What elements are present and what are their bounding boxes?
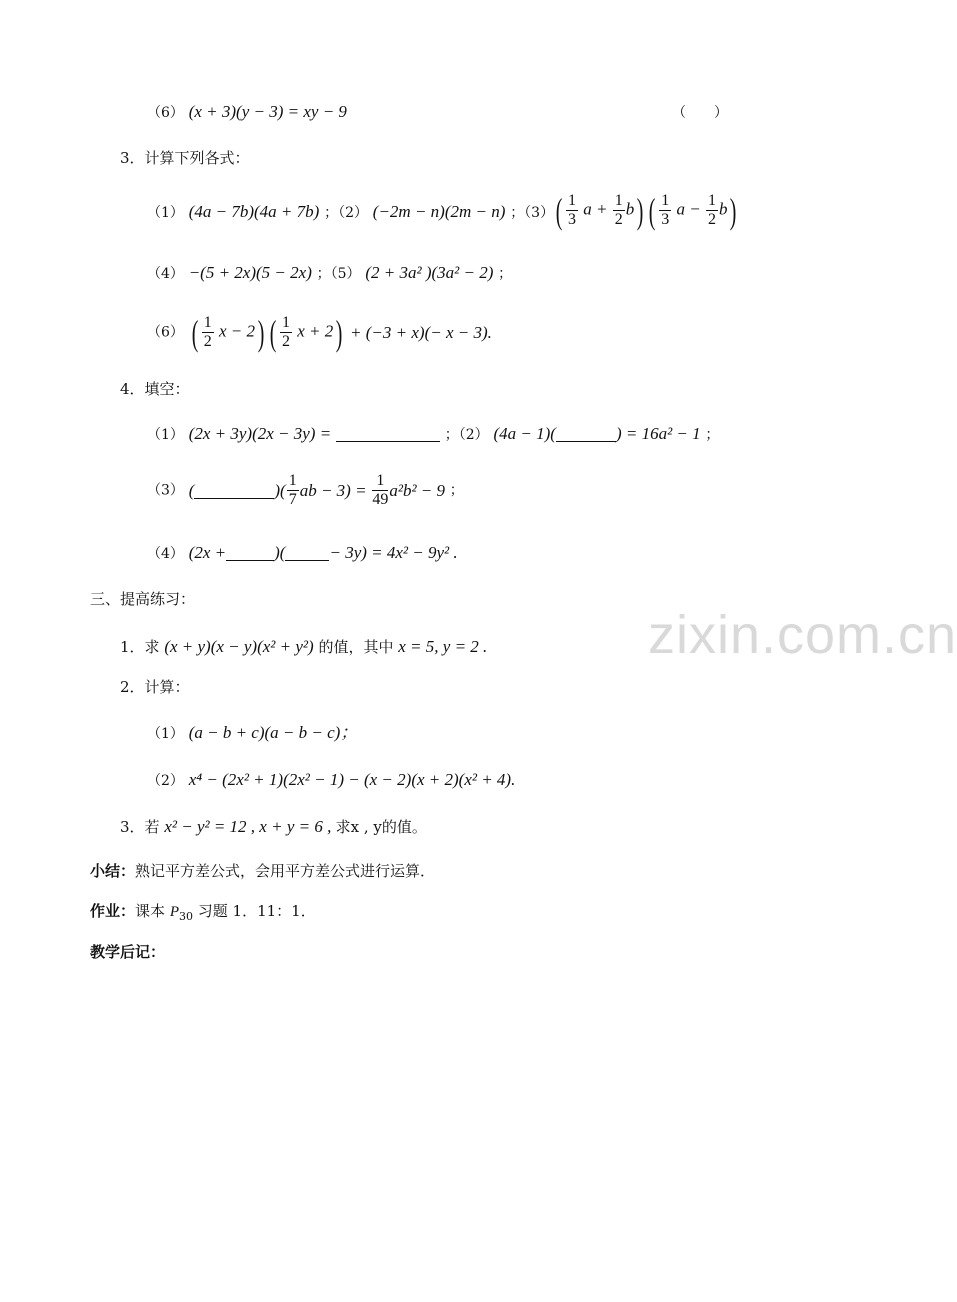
math-expression: (2x + 3y)(2x − 3y) = — [188, 424, 332, 443]
fraction: $\frac{1}{3}$ — [568, 192, 576, 228]
fraction: $\frac{1}{2}$ — [614, 192, 623, 228]
fraction: $\frac{1}{2}$ — [281, 314, 290, 350]
separator: ； — [449, 482, 464, 499]
math-expression: ) = 16a² − 1 — [615, 424, 701, 443]
math-expression: x² − y² = 12 , x + y = 6 , — [164, 817, 336, 836]
separator: ；（2） — [444, 427, 489, 443]
math-expression: (x + 3)(y − 3) = xy − 9 — [188, 102, 347, 121]
item-6-line — [147, 103, 347, 120]
q3-row-3: （6） ( $\frac{1}{2}$ x − 2) ( $\frac{1}{2}$ x + 2) + (−3 + x)(− x − 3). — [147, 312, 492, 353]
separator: ；（5） — [316, 266, 361, 282]
item-label: （4） — [147, 266, 184, 282]
q3-expression-3: ( $\frac{1}{3}$ a + $\frac{1}{2}$ b) ( $\frac{1}{3}$ a − $\frac{1}{2}$ b) — [555, 190, 737, 231]
fraction: $\frac{1}{2}$ — [203, 314, 212, 350]
question-3-title: 3．计算下列各式： — [120, 149, 250, 167]
math-expression: x = 5, y = 2 . — [398, 637, 488, 656]
item-label: （4） — [147, 546, 184, 562]
fill-blank[interactable] — [226, 544, 274, 561]
fraction: $\frac{1}{7}$ — [288, 472, 297, 508]
q3-row-2 — [147, 264, 512, 281]
fraction: $\frac{1}{49}$ — [372, 472, 389, 508]
item-label: （6） — [147, 105, 184, 121]
math-expression: + (−3 + x)(− x − 3). — [350, 323, 492, 342]
math-expression: (a − b + c)(a − b − c)； — [188, 723, 358, 742]
fraction: $\frac{1}{2}$ — [707, 192, 716, 228]
question-4-title: 4．填空： — [120, 380, 190, 398]
summary-label: 小结： — [90, 862, 136, 880]
math-expression: x⁴ − (2x² + 1)(2x² − 1) − (x − 2)(x + 2)(x² + 4). — [188, 770, 516, 789]
s3-question-2: 2．计算： — [120, 678, 190, 696]
separator: ； — [498, 266, 513, 282]
q4-row-1 — [147, 425, 719, 442]
fill-blank[interactable] — [556, 425, 616, 442]
watermark: zixin.com.cn — [648, 605, 957, 665]
separator: ；（2） — [324, 205, 368, 221]
math-expression: (2 + 3a² )(3a² − 2) — [365, 263, 494, 282]
s3-question-3: 3．若 x² − y² = 12 , x + y = 6 , 求x , y的值。 — [120, 817, 427, 836]
section-3-title: 三、提高练习： — [90, 590, 196, 608]
separator: ；（3） — [510, 205, 555, 221]
separator: ； — [705, 427, 720, 443]
homework: 作业：课本 $P_{30}$ 习题 1．11：1． — [90, 902, 316, 923]
q4-row-4: （4） (2x + )( − 3y) = 4x² − 9y² . — [147, 543, 458, 562]
s3-question-1: 1．求 (x + y)(x − y)(x² + y²) 的值，其中 x = 5, y = 2 . — [120, 637, 488, 656]
item-label: （3） — [147, 482, 184, 499]
q3-row-1 — [147, 203, 554, 220]
fill-blank[interactable] — [194, 482, 274, 499]
item-label: （1） — [147, 427, 184, 443]
fill-blank[interactable] — [285, 544, 329, 561]
math-expression: (4a − 1)( — [493, 424, 556, 443]
summary: 小结：熟记平方差公式，会用平方差公式进行运算． — [90, 862, 436, 880]
teaching-notes-label: 教学后记： — [90, 943, 166, 961]
q4-row-3: （3） ( )( $\frac{1}{7}$ ab − 3) = $\frac{1}{49}$ a²b² − 9 ； — [147, 472, 464, 508]
homework-label: 作业： — [90, 902, 136, 920]
math-expression: (4a − 7b)(4a + 7b) — [188, 202, 320, 221]
item-label: （1） — [147, 205, 184, 221]
item-label: （6） — [147, 324, 184, 341]
s3-q2-item-2: （2） x⁴ − (2x² + 1)(2x² − 1) − (x − 2)(x + 2)(x² + 4). — [147, 770, 516, 789]
fraction: $\frac{1}{3}$ — [661, 192, 670, 228]
fill-blank[interactable] — [336, 425, 440, 442]
math-expression: (x + y)(x − y)(x² + y²) — [164, 637, 314, 656]
s3-q2-item-1: （1） (a − b + c)(a − b − c)； — [147, 723, 358, 742]
math-expression: (−2m − n)(2m − n) — [372, 202, 506, 221]
math-expression: −(5 + 2x)(5 − 2x) — [188, 263, 312, 282]
answer-bracket: （ ） — [672, 105, 728, 121]
